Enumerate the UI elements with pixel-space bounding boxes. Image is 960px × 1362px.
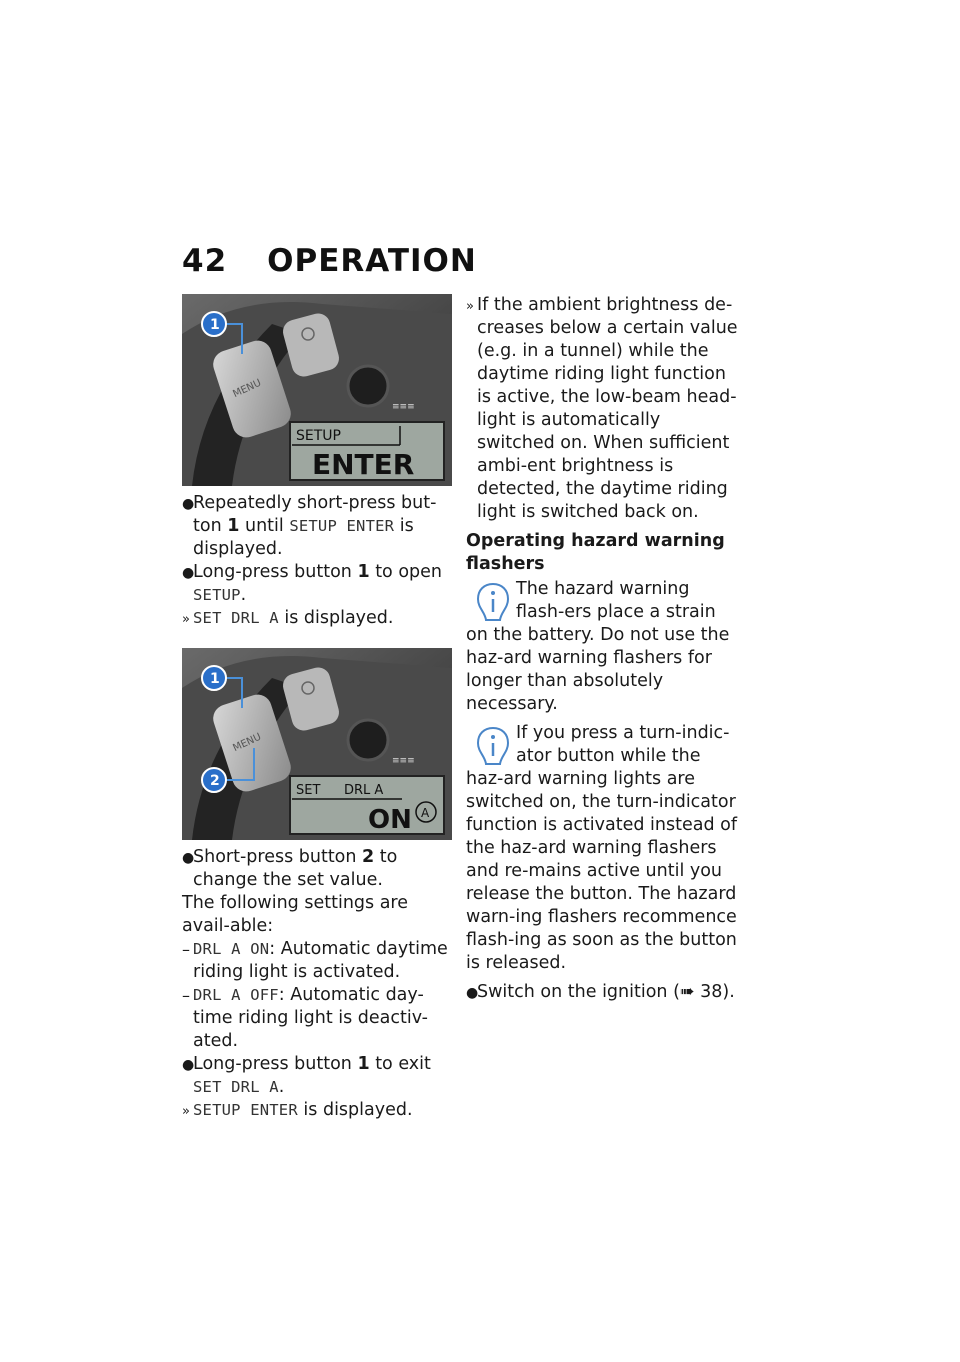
result-ambient-brightness: » If the ambient brightness de-creases below a certain value (e.g. in a tunnel) while the daytime riding light function is active, the low-beam head-light is automatically switched on. When sufficient ambi-ent brightness is detected, the daytime riding light is switched back on.	[466, 295, 738, 522]
lcd-setup-text: SETUP	[296, 428, 341, 444]
right-column	[466, 294, 738, 1004]
svg-text:2: 2	[210, 773, 220, 789]
figure-setup-enter	[182, 294, 452, 486]
figure-set-drl	[182, 648, 452, 840]
rotary-knob-shape	[348, 366, 388, 406]
info-icon	[476, 582, 510, 622]
lcd-set-text: SET	[296, 783, 321, 798]
svg-text:A: A	[421, 806, 430, 820]
settings-available-text: The following settings are avail-able:	[182, 893, 408, 936]
step-long-press-exit: ● Long-press button 1 to exit SET DRL A.	[182, 1054, 431, 1097]
lcd-drl-text: DRL A	[344, 783, 384, 798]
option-drl-a-on: – DRL A ON: Automatic daytime riding light is activated.	[182, 939, 448, 982]
step-short-press-change: ● Short-press button 2 to change the set value.	[182, 847, 398, 890]
info-icon	[476, 726, 510, 766]
step-repeatedly-short-press: ● Repeatedly short-press but-ton 1 until SETUP ENTER is displayed.	[182, 493, 437, 559]
option-drl-a-off: – DRL A OFF: Automatic day-time riding light is deactiv-ated.	[182, 985, 428, 1051]
rotary-knob-shape-2	[348, 720, 388, 760]
svg-text:1: 1	[210, 671, 220, 687]
page-reference-arrow-icon: ➠	[679, 982, 695, 1002]
svg-text:1: 1	[210, 317, 220, 333]
lcd-on-text: ON	[368, 805, 412, 835]
handlebar-illustration-1	[182, 294, 452, 486]
page-number: 42	[182, 243, 228, 279]
menu-button-label: MENU	[231, 377, 263, 401]
info-note-battery: The hazard warning flash-ers place a strain on the battery. Do not use the haz-ard warning flashers for longer than absolutely necessary.	[466, 579, 730, 714]
headlight-symbol-icon-2: ≡≡≡	[392, 756, 415, 766]
menu-button-label-2: MENU	[231, 731, 263, 755]
result-set-drl-displayed: » SET DRL A is displayed.	[182, 608, 394, 628]
section-title: OPERATION	[267, 243, 477, 279]
lcd-enter-text: ENTER	[312, 448, 415, 481]
left-column	[182, 294, 452, 1122]
step-long-press-open: ● Long-press button 1 to open SETUP.	[182, 562, 442, 605]
result-setup-enter-displayed: » SETUP ENTER is displayed.	[182, 1100, 413, 1120]
step-switch-on-ignition: ● Switch on the ignition (➠ 38).	[466, 982, 735, 1002]
page-header	[182, 243, 477, 279]
info-note-turn-indicator: If you press a turn-indic-ator button while the haz-ard warning lights are switched on, the turn-indicator function is activated instead of the haz-ard warning flashers and re-mains active until you release the button. The hazard warn-ing flashers recommence flash-ing as soon as the button is released.	[466, 723, 738, 973]
handlebar-illustration-2	[182, 648, 452, 840]
headlight-symbol-icon: ≡≡≡	[392, 402, 415, 412]
section-heading-hazard: Operating hazard warning flashers	[466, 531, 725, 574]
